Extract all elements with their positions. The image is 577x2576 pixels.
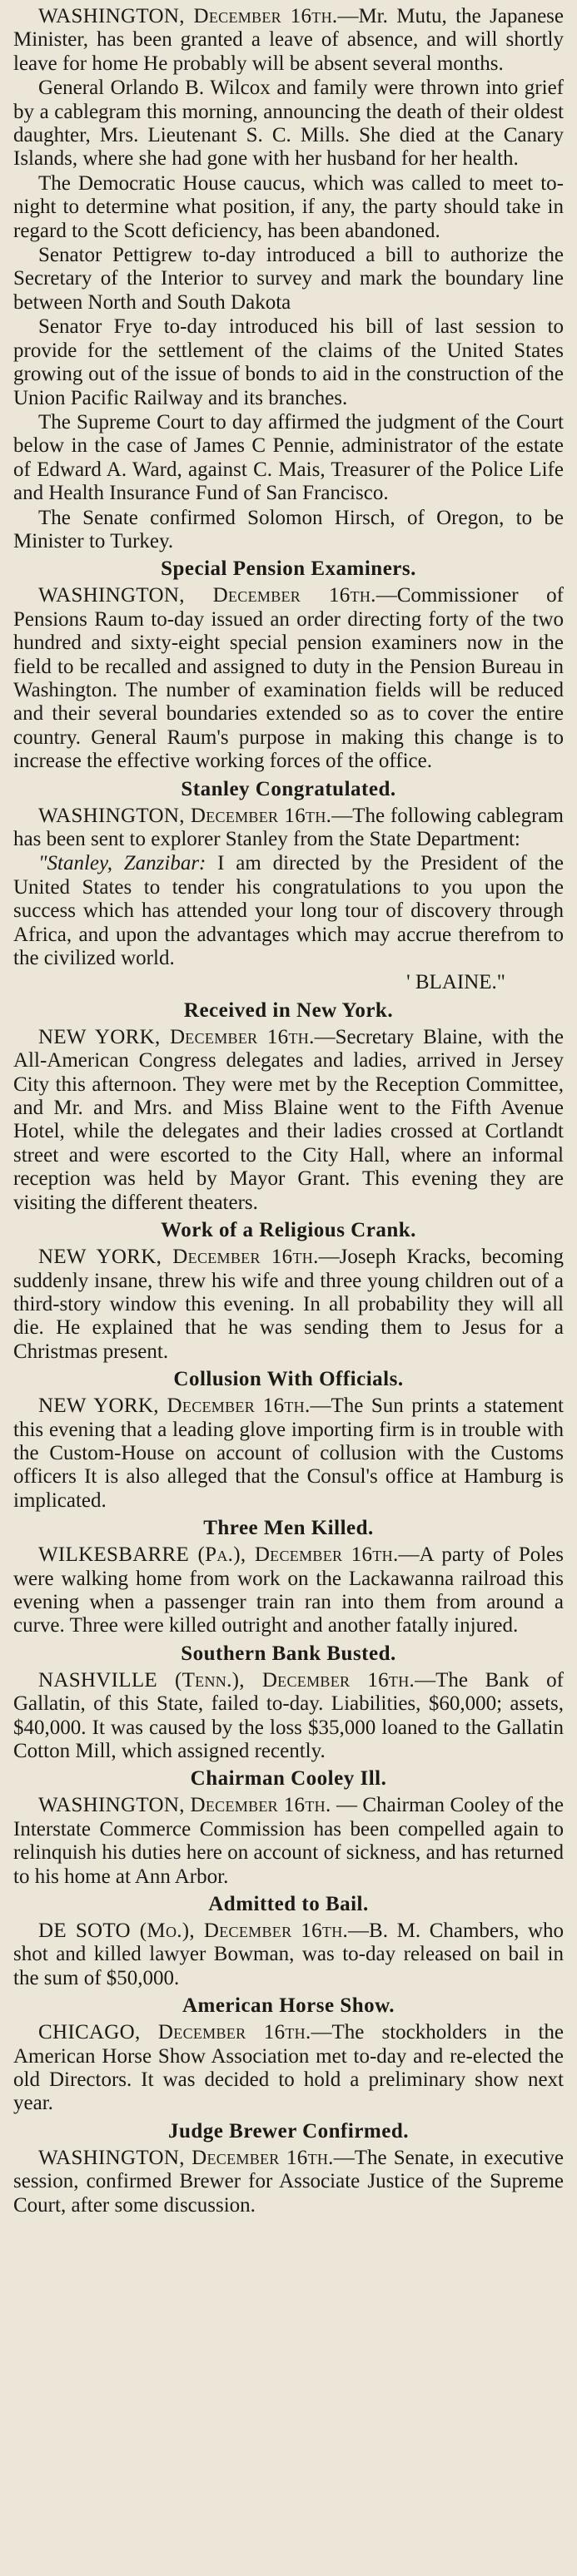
dateline: WASHINGTON, December 16th. <box>38 1794 331 1817</box>
article-paragraph <box>13 1669 564 1764</box>
article-collusion-with-officials <box>13 1367 564 1513</box>
paragraph-text: —Commissioner of Pensions Raum to-day issued an order directing forty of the two hundred and sixty-eight special pension examiners now in the field to be recalled and assigned to duty in the Pension Bureau in Washington. The number of examination fields will be reduced and their several boundaries extended so as to cover the entire country. General Raum's purpose in making this change is to increase the effective working forces of the office. <box>13 584 564 773</box>
paragraph-text: General Orlando B. Wilcox and family were thrown into grief by a cablegram this morning, announcing the death of their oldest daughter, Mrs. Lieutenant S. C. Mills. She died at the Canary Islands, where she had gone with her husband for her health. <box>13 77 564 171</box>
article-heading: Received in New York. <box>183 998 394 1022</box>
dateline: NEW YORK, December 16th. <box>38 1025 315 1048</box>
article-paragraph <box>13 1794 564 1889</box>
article-stanley-congratulated <box>13 777 564 995</box>
dateline: NEW YORK, December 16th. <box>38 1246 319 1269</box>
paragraph-text: —The following cablegram has been sent to explorer Stanley from the State Department: <box>13 804 564 850</box>
article-paragraph <box>13 1246 564 1364</box>
dateline: NEW YORK, December 16th. <box>38 1395 311 1418</box>
article-paragraph <box>13 2021 564 2116</box>
paragraph-text: —The Sun prints a statement this evening that a leading glove importing firm is in trouble with the Custom-House on account of collusion with the Customs officers It is also alleged that the Consul's office at Hamburg is implicated. <box>13 1395 564 1512</box>
paragraph-text: —Mr. Mutu, the Japanese Minister, has been granted a leave of absence, and will shortly leave for home He probably will be absent several months. <box>13 5 564 75</box>
article-heading: Three Men Killed. <box>203 1517 374 1540</box>
paragraph-text: Senator Pettigrew to-day introduced a bill to authorize the Secretary of the Interior to survey and mark the boundary line between North and South Dakota <box>13 244 564 314</box>
article-paragraph <box>13 1543 564 1638</box>
article-admitted-to-bail <box>13 1892 564 1990</box>
article-paragraph <box>13 5 564 76</box>
article-heading: Judge Brewer Confirmed. <box>167 2119 409 2143</box>
article-paragraph <box>13 507 564 554</box>
article-heading: Collusion With Officials. <box>173 1368 404 1391</box>
article-three-men-killed <box>13 1516 564 1638</box>
paragraph-text: —Secretary Blaine, with the All-American Congress delegates and ladies, arrived in Jersey City this afternoon. They were met by the Reception Committee, and Mr. and Mrs. and Miss Blaine went to the Fifth Avenue Hotel, while the delegates and their ladies crossed at Cortlandt street and were escorted to the City Hall, where an informal reception was held by Mayor Grant. This evening they are visiting the different theaters. <box>13 1025 564 1214</box>
dateline: NASHVILLE (Tenn.), December 16th. <box>38 1668 415 1692</box>
article-paragraph <box>13 2147 564 2217</box>
article-paragraph <box>13 315 564 410</box>
article-chairman-cooley-ill <box>13 1766 564 1889</box>
article-heading: American Horse Show. <box>182 1994 395 2018</box>
dateline: WASHINGTON, December 16th. <box>38 804 332 827</box>
paragraph-text: — Chairman Cooley of the Interstate Commerce Commission has been compelled again to relinquish his duties here on account of sickness, and has returned to his home at Ann Arbor. <box>13 1794 565 1888</box>
cablegram-address: "Stanley, Zanzibar: <box>38 852 206 875</box>
paragraph-text: The Supreme Court to day affirmed the judgment of the Court below in the case of James C Pennie, administrator of the estate of Edward A. Ward, against C. Mais, Treasurer of the Police Life and Health Insurance Fund of San Francisco. <box>13 410 564 505</box>
paragraph-text: —The stockholders in the American Horse Show Association met to-day and re-elected the old Directors. It was decided to hold a preliminary show next year. <box>13 2021 564 2115</box>
paragraph-text: The Senate confirmed Solomon Hirsch, of Oregon, to be Minister to Turkey. <box>13 506 564 552</box>
dateline: WASHINGTON, December 16th. <box>38 584 376 607</box>
article-paragraph <box>13 244 564 315</box>
dateline: WASHINGTON, December 16th. <box>38 5 338 27</box>
article-heading: Chairman Cooley Ill. <box>190 1767 387 1791</box>
dateline: DE SOTO (Mo.), December 16th. <box>38 1920 349 1943</box>
article-paragraph <box>13 584 564 773</box>
paragraph-text: The Democratic House caucus, which was called to meet to-night to determine what position, if any, the party should take in regard to the Scott deficiency, has been abandoned. <box>13 171 564 242</box>
dateline: WILKESBARRE (Pa.), December 16th. <box>38 1543 399 1567</box>
article-religious-crank <box>13 1218 564 1364</box>
paragraph-text: —The Senate, in executive session, confirmed Brewer for Associate Justice of the Supreme Court, after some discussion. <box>13 2146 564 2217</box>
dateline: CHICAGO, December 16th. <box>38 2021 311 2044</box>
cablegram-signature: ' BLAINE." <box>406 971 505 994</box>
cablegram-text: I am directed by the President of the United States to tender his congratulations to you upon the success which has attended your long tour of discovery through Africa, and upon the advantages which may accrue therefrom to the civilized world. <box>13 852 564 970</box>
article-american-horse-show <box>13 1994 564 2116</box>
article-paragraph <box>13 77 564 171</box>
dateline: WASHINGTON, December 16th. <box>38 2146 334 2169</box>
article-washington-briefs <box>13 5 564 553</box>
article-received-in-new-york <box>13 998 564 1215</box>
article-paragraph <box>13 1395 564 1513</box>
cablegram-quote <box>13 852 564 970</box>
article-paragraph <box>13 1026 564 1215</box>
article-heading: Admitted to Bail. <box>208 1893 369 1916</box>
article-heading: Stanley Congratulated. <box>181 777 396 800</box>
article-paragraph <box>13 172 564 243</box>
article-judge-brewer-confirmed <box>13 2119 564 2217</box>
article-heading: Southern Bank Busted. <box>181 1642 396 1665</box>
paragraph-text: —A party of Poles were walking home from work on the Lackawanna railroad this evening when a passenger train ran into them from around a curve. Three were killed outright and another fatally injured. <box>13 1543 565 1637</box>
article-paragraph <box>13 805 564 852</box>
article-southern-bank-busted <box>13 1642 564 1764</box>
article-paragraph <box>13 411 564 506</box>
paragraph-text: —The Bank of Gallatin, of this State, failed to-day. Liabilities, $60,000; assets, $40,000. It was caused by the loss $35,000 loaned to the Gallatin Cotton Mill, which assigned recently. <box>13 1668 564 1762</box>
article-special-pension-examiners <box>13 557 564 773</box>
article-paragraph <box>13 1920 564 1990</box>
article-heading: Special Pension Examiners. <box>161 557 416 581</box>
paragraph-text: —Joseph Kracks, becoming suddenly insane, threw his wife and three young children out of a third-story window this evening. In all probability they will all die. He explained that he was sending them to Jesus for a Christmas present. <box>13 1246 564 1363</box>
article-heading: Work of a Religious Crank. <box>161 1219 416 1242</box>
paragraph-text: —B. M. Chambers, who shot and killed lawyer Bowman, was to-day released on bail in the sum of $50,000. <box>13 1920 564 1989</box>
paragraph-text: Senator Frye to-day introduced his bill of last session to provide for the settlement of the claims of the United States growing out of the issue of bonds to aid in the construction of the Union Pacific Railway and its branches. <box>13 315 564 409</box>
